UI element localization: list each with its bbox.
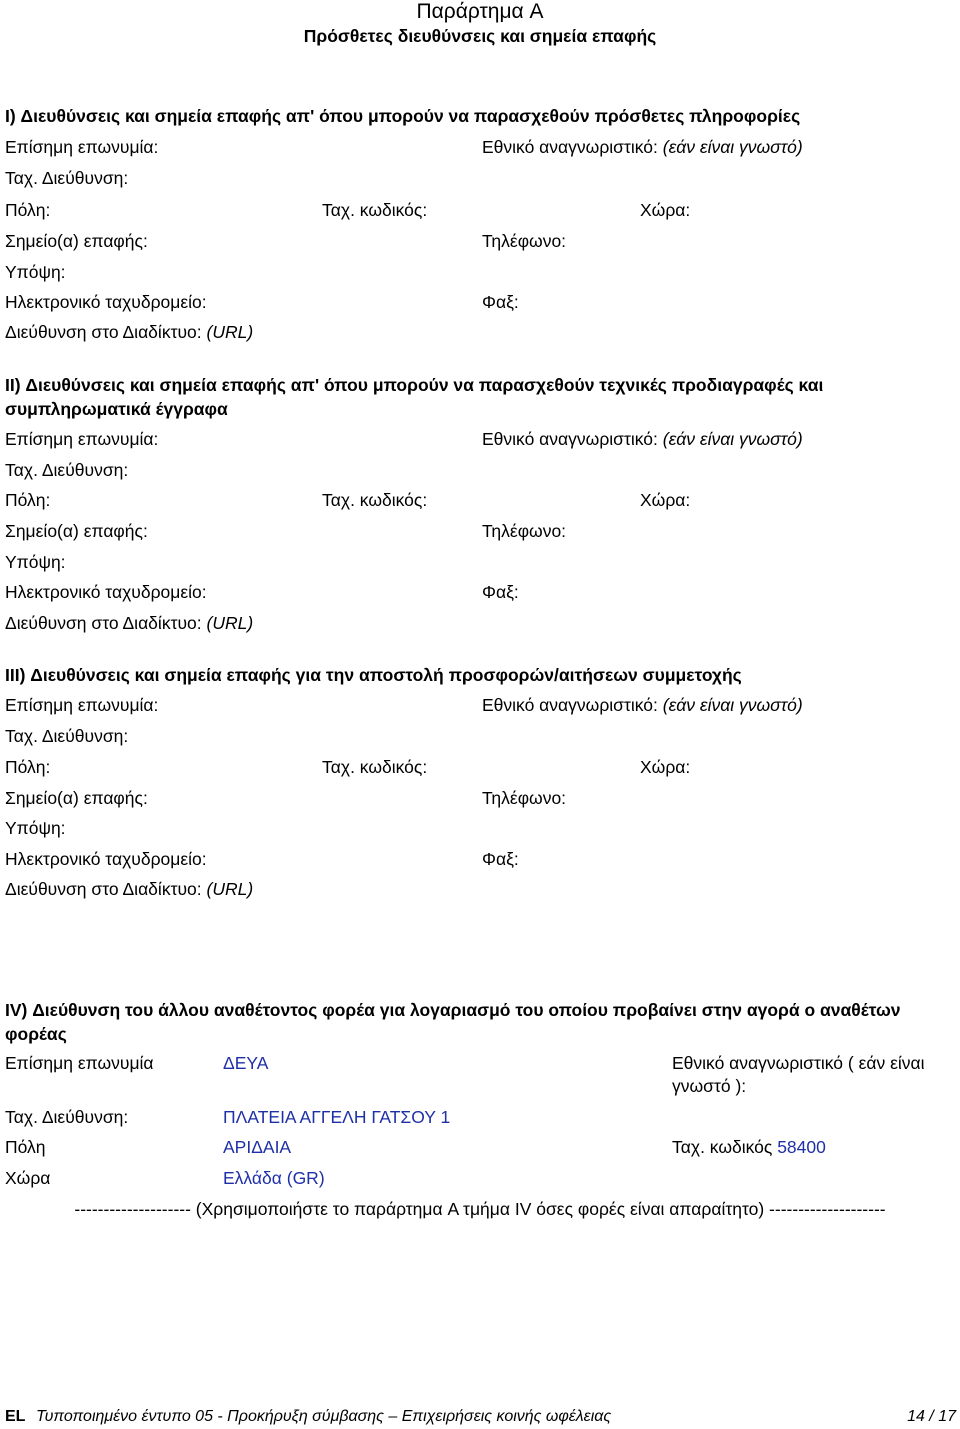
section-heading: I) Διευθύνσεις και σημεία επαφής απ' όπου μπορούν να παρασχεθούν πρόσθετες πληροφορίες: [5, 106, 801, 126]
city-label: Πόλη:: [5, 490, 51, 510]
section-heading: III) Διευθύνσεις και σημεία επαφής για την αποστολή προσφορών/αιτήσεων συμμετοχής: [5, 665, 742, 685]
attention-label: Υπόψη:: [5, 818, 66, 838]
repeat-note: -------------------- (Χρησιμοποιήστε το παράρτημα A τμήμα IV όσες φορές είναι απαραίτητο) --------------------: [74, 1199, 886, 1219]
internet-label: Διεύθυνση στο Διαδίκτυο: (URL): [5, 879, 254, 899]
contact-points-label: Σημείο(α) επαφής:: [5, 521, 148, 541]
country-label: Χώρα: [5, 1168, 51, 1188]
postal-address-label: Ταχ. Διεύθυνση:: [5, 1107, 129, 1127]
postal-code-label: Ταχ. κωδικός:: [322, 490, 428, 510]
telephone-label: Τηλέφωνο:: [482, 231, 567, 251]
national-id-label: Εθνικό αναγνωριστικό ( εάν είναι γνωστό ):: [672, 1053, 925, 1096]
postal-address-label: Ταχ. Διεύθυνση:: [5, 460, 129, 480]
postal-code-label: Ταχ. κωδικός:: [322, 757, 428, 777]
city-value: ΑΡΙΔΑΙΑ: [223, 1137, 292, 1157]
official-name-label: Επίσημη επωνυμία:: [5, 137, 159, 157]
telephone-label: Τηλέφωνο:: [482, 788, 567, 808]
telephone-label: Τηλέφωνο:: [482, 521, 567, 541]
postal-address-label: Ταχ. Διεύθυνση:: [5, 168, 129, 188]
official-name-label: Επίσημη επωνυμία: [5, 1053, 154, 1073]
city-label: Πόλη:: [5, 200, 51, 220]
internet-label: Διεύθυνση στο Διαδίκτυο: (URL): [5, 613, 254, 633]
footer-document-title: Τυποποιημένο έντυπο 05 - Προκήρυξη σύμβασης – Επιχειρήσεις κοινής ωφέλειας: [36, 1408, 612, 1425]
country-label: Χώρα:: [640, 200, 691, 220]
contact-points-label: Σημείο(α) επαφής:: [5, 788, 148, 808]
city-label: Πόλη:: [5, 757, 51, 777]
contact-points-label: Σημείο(α) επαφής:: [5, 231, 148, 251]
attention-label: Υπόψη:: [5, 262, 66, 282]
national-id-label: Εθνικό αναγνωριστικό: (εάν είναι γνωστό): [482, 137, 803, 157]
country-label: Χώρα:: [640, 490, 691, 510]
official-name-value: ΔΕΥΑ: [223, 1053, 269, 1073]
internet-label: Διεύθυνση στο Διαδίκτυο: (URL): [5, 322, 254, 342]
fax-label: Φαξ:: [482, 582, 519, 602]
fax-label: Φαξ:: [482, 292, 519, 312]
email-label: Ηλεκτρονικό ταχυδρομείο:: [5, 849, 207, 869]
postal-code-label: Ταχ. κωδικός:: [322, 200, 428, 220]
email-label: Ηλεκτρονικό ταχυδρομείο:: [5, 292, 207, 312]
national-id-label: Εθνικό αναγνωριστικό: (εάν είναι γνωστό): [482, 695, 803, 715]
section-heading: II) Διευθύνσεις και σημεία επαφής απ' όπου μπορούν να παρασχεθούν τεχνικές προδιαγραφές και συμπληρωματικά έγγραφα: [5, 375, 824, 419]
country-value: Ελλάδα (GR): [223, 1168, 325, 1188]
official-name-label: Επίσημη επωνυμία:: [5, 429, 159, 449]
footer-page-number: 14 / 17: [907, 1408, 956, 1425]
postal-code-field: [672, 1136, 826, 1158]
attention-label: Υπόψη:: [5, 552, 66, 572]
section-heading: IV) Διεύθυνση του άλλου αναθέτοντος φορέα για λογαριασμό του οποίου προβαίνει στην αγορά ο αναθέτων φορέας: [5, 1000, 901, 1044]
annex-subtitle: Πρόσθετες διευθύνσεις και σημεία επαφής: [303, 26, 657, 46]
country-label: Χώρα:: [640, 757, 691, 777]
city-label: Πόλη: [5, 1137, 46, 1157]
fax-label: Φαξ:: [482, 849, 519, 869]
postal-address-label: Ταχ. Διεύθυνση:: [5, 726, 129, 746]
footer-language: EL: [5, 1408, 26, 1425]
postal-address-value: ΠΛΑΤΕΙΑ ΑΓΓΕΛΗ ΓΑΤΣΟΥ 1: [223, 1107, 451, 1127]
official-name-label: Επίσημη επωνυμία:: [5, 695, 159, 715]
postal-code-label: Ταχ. κωδικός: [672, 1137, 773, 1157]
postal-code-value: 58400: [777, 1137, 826, 1157]
email-label: Ηλεκτρονικό ταχυδρομείο:: [5, 582, 207, 602]
annex-title: Παράρτημα A: [416, 0, 544, 23]
national-id-label: Εθνικό αναγνωριστικό: (εάν είναι γνωστό): [482, 429, 803, 449]
